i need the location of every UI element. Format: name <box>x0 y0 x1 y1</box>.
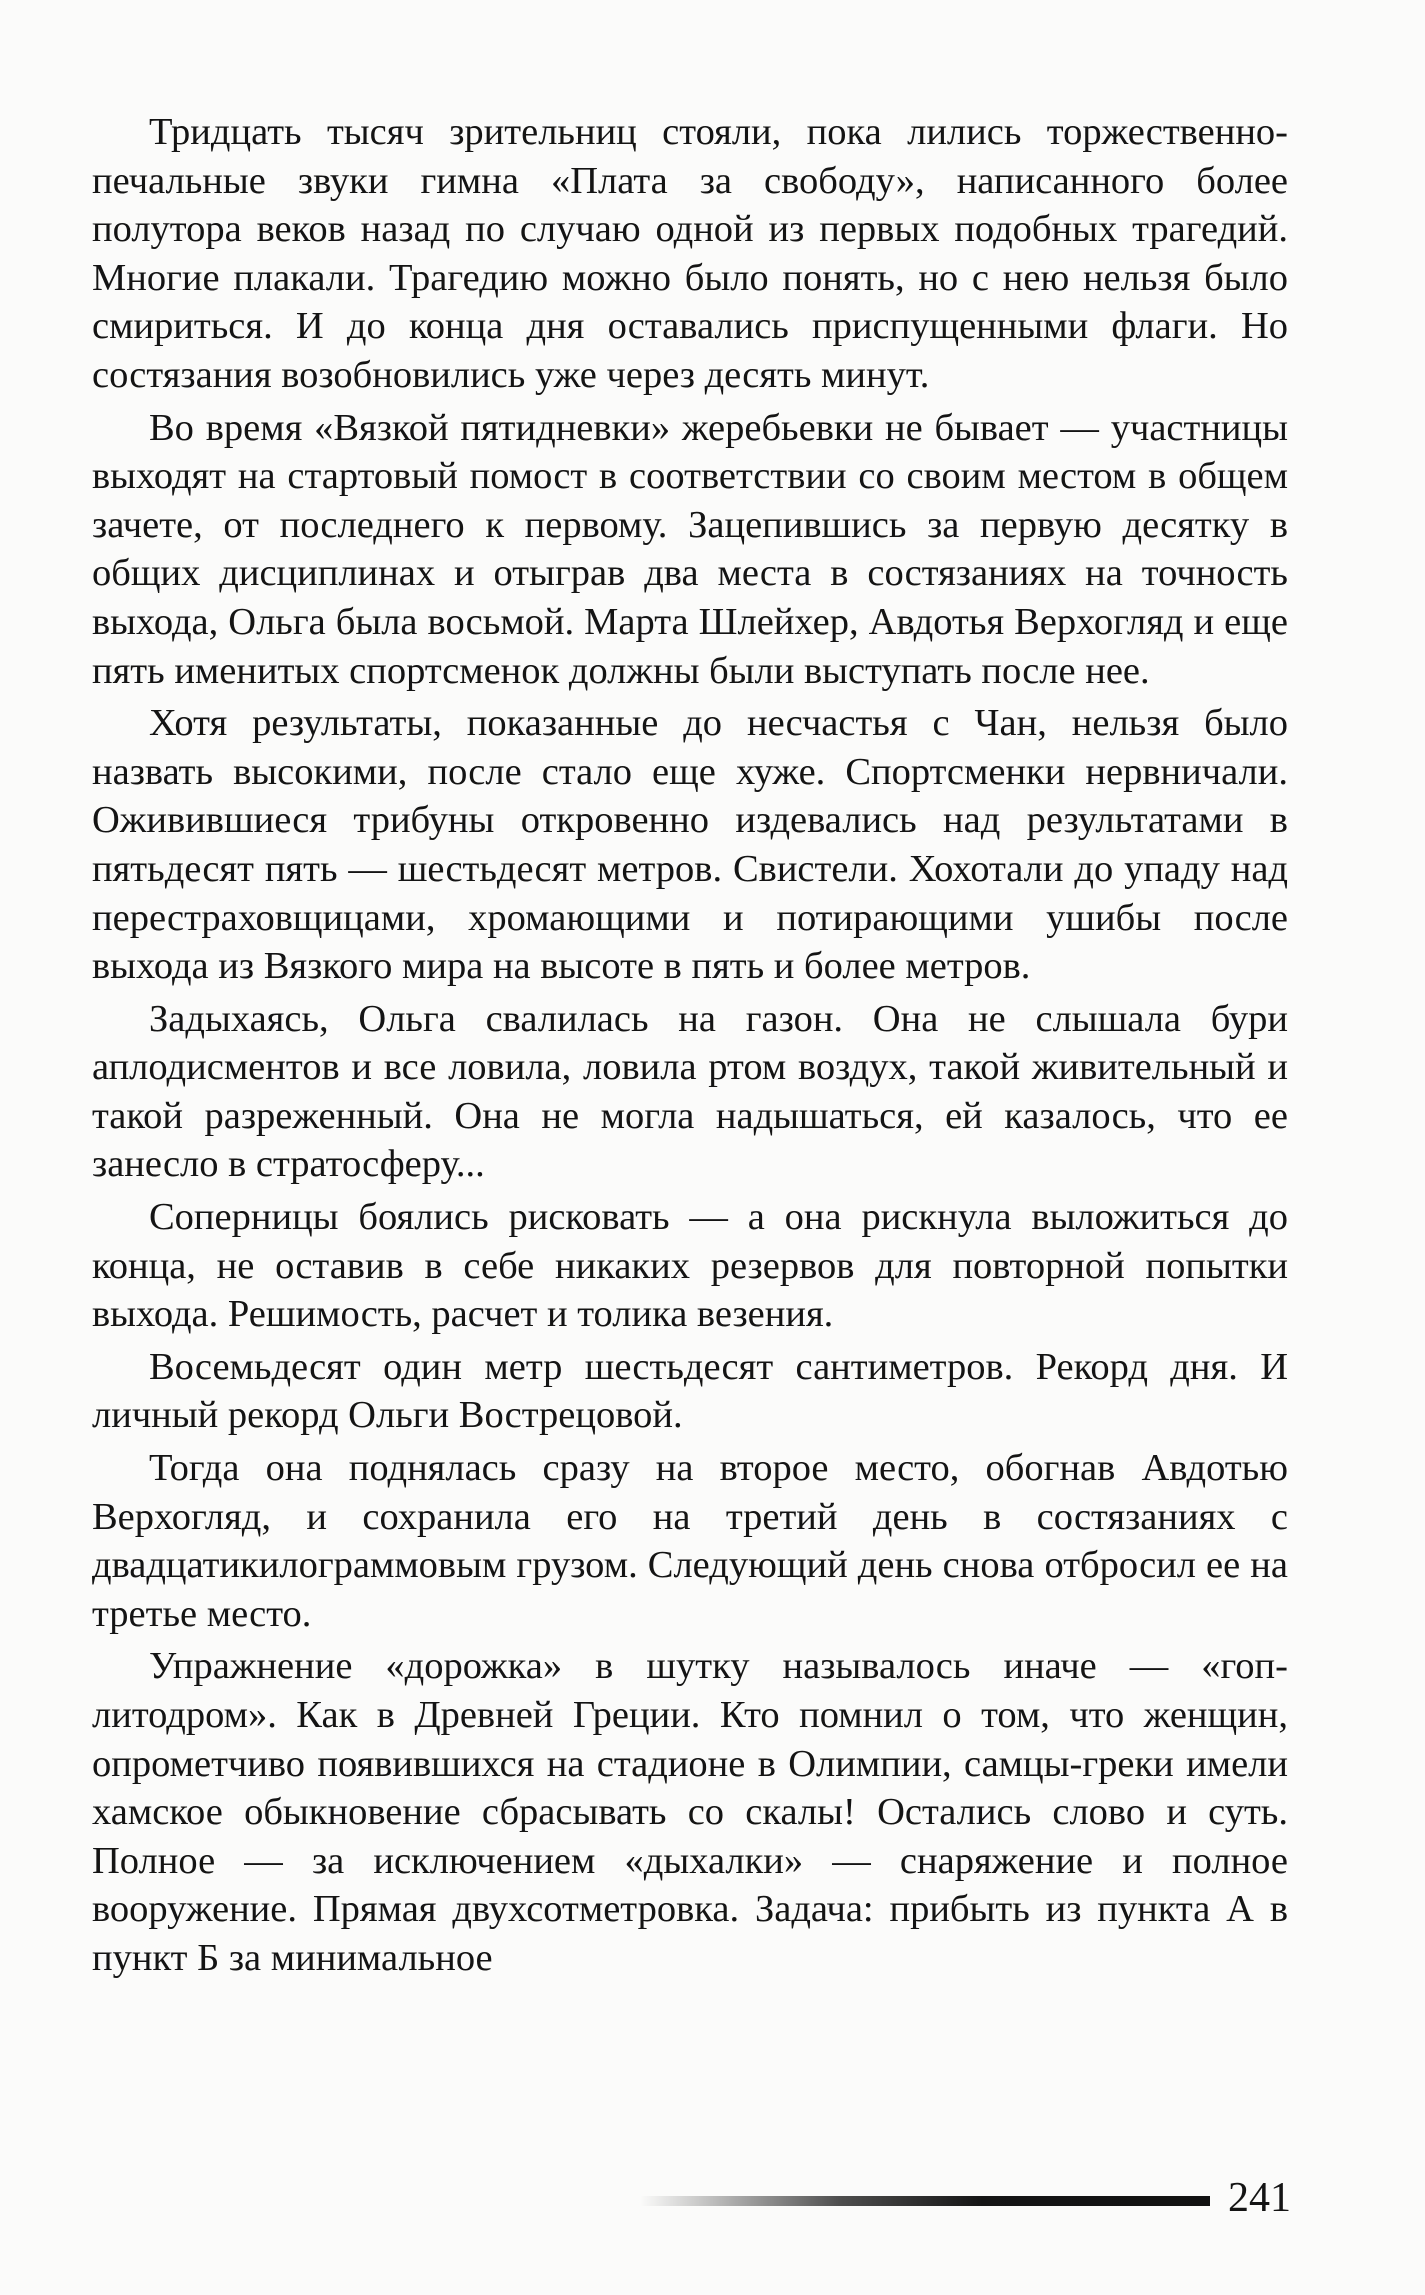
page-footer <box>640 2168 1290 2228</box>
paragraph: Тогда она поднялась сразу на второе место, обогнав Авдотью Верхогляд, и сохранила его на третий день в состязаниях с двадцатикилограммовым грузом. Следующий день снова отбросил ее на третье место. <box>92 1447 1288 1635</box>
paragraph: Хотя результаты, показанные до несчастья с Чан, нельзя было назвать высокими, после стало еще хуже. Спортсменки нервничали. Оживившиеся трибуны откровенно издевались над результатами в пятьдесят пять — шестьдесят метров. Свистели. Хохотали до упаду над перестраховщицами, хромающими и потирающими ушибы после выхода из Вязкого мира на высоте в пять и более метров. <box>92 702 1288 988</box>
footer-rule <box>640 2196 1210 2206</box>
paragraph: Упражнение «дорожка» в шутку называлось иначе — «гоплитодром». Как в Древней Греции. Кто помнил о том, что женщин, опрометчиво появившихся на стадионе в Олимпии, самцы-греки имели хамское обыкновение сбрасывать со скалы! Остались слово и суть. Полное — за исключением «дыхалки» — снаряжение и полное вооружение. Прямая двухсотметровка. Задача: прибыть из пункта А в пункт Б за минимальное <box>92 1645 1288 1979</box>
body-text <box>92 108 1288 1987</box>
paragraph: Тридцать тысяч зрительниц стояли, пока лились торжественно-печальные звуки гимна «Плата за свободу», написанного более полутора веков назад по случаю одной из первых подобных трагедий. Многие плакали. Трагедию можно было понять, но с нею нельзя было смириться. И до конца дня оставались приспущенными флаги. Но состязания возобновились уже через десять минут. <box>92 111 1288 396</box>
paragraph: Восемьдесят один метр шестьдесят сантиметров. Рекорд дня. И личный рекорд Ольги Вострецовой. <box>92 1345 1288 1437</box>
page-number: 241 <box>1228 2175 1291 2221</box>
paragraph: Соперницы боялись рисковать — а она рискнула выложиться до конца, не оставив в себе никаких резервов для повторной попытки выхода. Решимость, расчет и толика везения. <box>92 1196 1288 1336</box>
paragraph: Во время «Вязкой пятидневки» жеребьевки не бывает — участницы выходят на стартовый помост в соответствии со своим местом в общем зачете, от последнего к первому. Зацепившись за первую десятку в общих дисциплинах и отыграв два места в состязаниях на точность выхода, Ольга была восьмой. Марта Шлейхер, Авдотья Верхогляд и еще пять именитых спортсменок должны были выступать после нее. <box>92 406 1288 692</box>
paragraph: Задыхаясь, Ольга свалилась на газон. Она не слышала бури аплодисментов и все ловила, ловила ртом воздух, такой живительный и такой разреженный. Она не могла надышаться, ей казалось, что ее занесло в стратосферу... <box>92 997 1288 1186</box>
